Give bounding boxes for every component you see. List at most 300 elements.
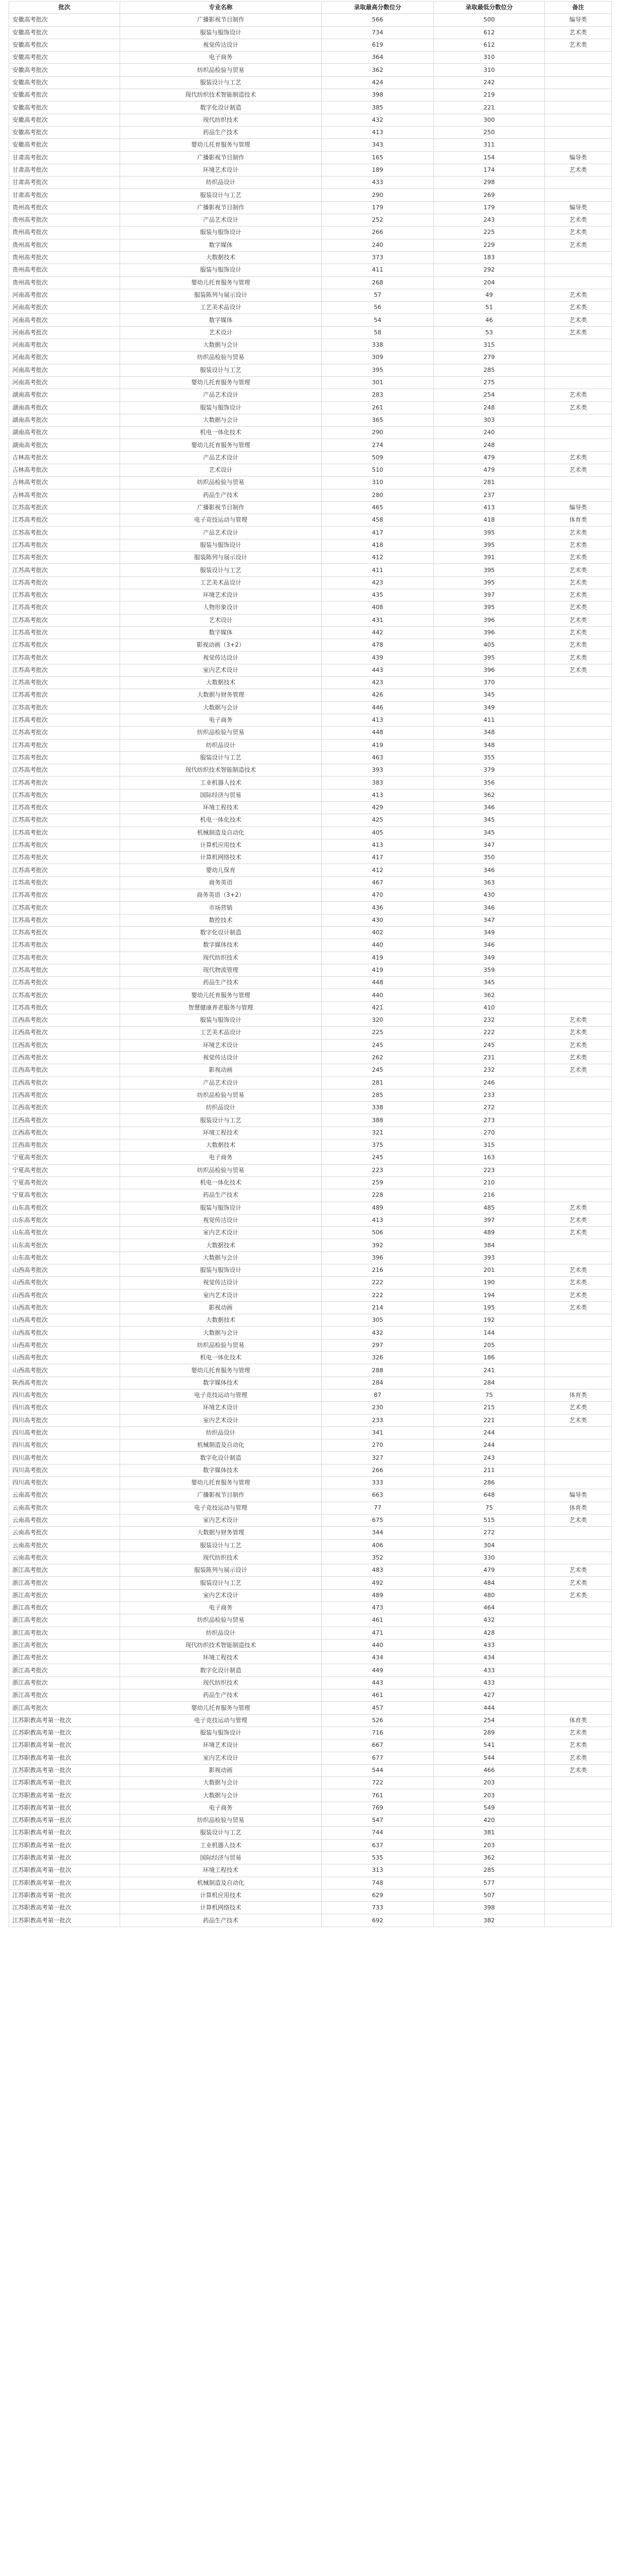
note-cell [545, 352, 612, 364]
note-cell [545, 101, 612, 114]
min-score-cell: 232 [434, 1064, 545, 1077]
batch-cell: 河南高考批次 [9, 352, 120, 364]
table-row [9, 1689, 612, 1702]
major-cell: 数字化设计制造 [120, 1664, 322, 1677]
batch-cell: 云南高考批次 [9, 1489, 120, 1502]
major-cell: 药品生产技术 [120, 1914, 322, 1927]
note-cell: 艺术类 [545, 164, 612, 176]
header-note: 备注 [545, 2, 612, 14]
min-score-cell: 285 [434, 364, 545, 376]
min-score-cell: 232 [434, 1014, 545, 1027]
note-cell [545, 114, 612, 126]
batch-cell: 江西高考批次 [9, 1051, 120, 1064]
major-cell: 电子竞技运动与管理 [120, 1714, 322, 1726]
max-score-cell: 284 [322, 1377, 434, 1389]
table-row [9, 564, 612, 576]
max-score-cell: 411 [322, 564, 434, 576]
max-score-cell: 327 [322, 1452, 434, 1464]
note-cell [545, 1114, 612, 1126]
table-row [9, 1814, 612, 1827]
max-score-cell: 436 [322, 902, 434, 914]
batch-cell: 江苏高考批次 [9, 751, 120, 764]
min-score-cell: 396 [434, 626, 545, 639]
major-cell: 婴幼儿托育服务与管理 [120, 376, 322, 389]
table-row [9, 1702, 612, 1714]
major-cell: 服装设计与工艺 [120, 364, 322, 376]
batch-cell: 江苏高考批次 [9, 814, 120, 826]
batch-cell: 江苏职教高考第一批次 [9, 1814, 120, 1827]
min-score-cell: 362 [434, 989, 545, 1001]
table-row [9, 1139, 612, 1152]
table-row [9, 1851, 612, 1864]
min-score-cell: 222 [434, 1027, 545, 1039]
table-row [9, 364, 612, 376]
major-cell: 纺织品检验与贸易 [120, 1814, 322, 1827]
batch-cell: 四川高考批次 [9, 1389, 120, 1401]
max-score-cell: 262 [322, 1051, 434, 1064]
batch-cell: 江苏职教高考第一批次 [9, 1827, 120, 1839]
batch-cell: 河南高考批次 [9, 326, 120, 339]
batch-cell: 浙江高考批次 [9, 1664, 120, 1677]
batch-cell: 江西高考批次 [9, 1089, 120, 1101]
batch-cell: 湖南高考批次 [9, 439, 120, 451]
min-score-cell: 245 [434, 1039, 545, 1051]
table-row [9, 964, 612, 976]
table-row [9, 1051, 612, 1064]
max-score-cell: 419 [322, 739, 434, 751]
note-cell [545, 1126, 612, 1139]
batch-cell: 江苏高考批次 [9, 589, 120, 601]
batch-cell: 山西高考批次 [9, 1277, 120, 1289]
batch-cell: 浙江高考批次 [9, 1577, 120, 1589]
note-cell [545, 1477, 612, 1489]
major-cell: 计算机应用技术 [120, 839, 322, 851]
min-score-cell: 395 [434, 564, 545, 576]
table-row [9, 1327, 612, 1339]
note-cell: 编导类 [545, 201, 612, 214]
min-score-cell: 420 [434, 1814, 545, 1827]
min-score-cell: 397 [434, 1214, 545, 1226]
min-score-cell: 544 [434, 1752, 545, 1764]
table-row [9, 1414, 612, 1426]
major-cell: 广播影视节目制作 [120, 501, 322, 514]
note-cell [545, 1527, 612, 1539]
note-cell: 艺术类 [545, 239, 612, 251]
major-cell: 计算机网络技术 [120, 852, 322, 864]
note-cell [545, 1176, 612, 1189]
min-score-cell: 289 [434, 1726, 545, 1739]
major-cell: 机电一体化技术 [120, 814, 322, 826]
min-score-cell: 243 [434, 214, 545, 226]
table-row [9, 764, 612, 777]
table-row [9, 576, 612, 589]
batch-cell: 江苏职教高考第一批次 [9, 1764, 120, 1776]
note-cell [545, 1602, 612, 1614]
note-cell [545, 926, 612, 939]
table-row [9, 1001, 612, 1014]
max-score-cell: 56 [322, 302, 434, 314]
batch-cell: 浙江高考批次 [9, 1614, 120, 1627]
table-row [9, 926, 612, 939]
batch-cell: 湖南高考批次 [9, 414, 120, 426]
note-cell [545, 1252, 612, 1264]
batch-cell: 江苏职教高考第一批次 [9, 1789, 120, 1802]
major-cell: 纺织品设计 [120, 1426, 322, 1439]
min-score-cell: 549 [434, 1802, 545, 1814]
min-score-cell: 310 [434, 64, 545, 76]
min-score-cell: 248 [434, 401, 545, 414]
major-cell: 大数据与会计 [120, 1327, 322, 1339]
note-cell: 体育类 [545, 1389, 612, 1401]
max-score-cell: 761 [322, 1789, 434, 1802]
note-cell [545, 764, 612, 777]
min-score-cell: 395 [434, 652, 545, 664]
max-score-cell: 245 [322, 1064, 434, 1077]
table-row [9, 1252, 612, 1264]
max-score-cell: 419 [322, 952, 434, 964]
batch-cell: 江苏高考批次 [9, 526, 120, 539]
batch-cell: 浙江高考批次 [9, 1602, 120, 1614]
min-score-cell: 480 [434, 1589, 545, 1601]
note-cell [545, 1377, 612, 1389]
header-batch: 批次 [9, 2, 120, 14]
major-cell: 服装设计与工艺 [120, 1539, 322, 1552]
max-score-cell: 406 [322, 1539, 434, 1552]
note-cell: 艺术类 [545, 39, 612, 51]
note-cell: 艺术类 [545, 326, 612, 339]
major-cell: 婴幼儿托育服务与管理 [120, 439, 322, 451]
major-cell: 服装与服饰设计 [120, 264, 322, 276]
batch-cell: 江苏高考批次 [9, 652, 120, 664]
batch-cell: 江苏高考批次 [9, 701, 120, 714]
note-cell [545, 689, 612, 701]
min-score-cell: 154 [434, 151, 545, 164]
note-cell [545, 1889, 612, 1901]
batch-cell: 江苏高考批次 [9, 852, 120, 864]
note-cell [545, 777, 612, 789]
max-score-cell: 461 [322, 1614, 434, 1627]
min-score-cell: 428 [434, 1627, 545, 1639]
table-row [9, 977, 612, 989]
major-cell: 纺织品检验与贸易 [120, 352, 322, 364]
note-cell: 艺术类 [545, 1202, 612, 1214]
min-score-cell: 75 [434, 1389, 545, 1401]
max-score-cell: 411 [322, 264, 434, 276]
batch-cell: 江苏高考批次 [9, 826, 120, 839]
batch-cell: 湖南高考批次 [9, 401, 120, 414]
table-row [9, 1627, 612, 1639]
min-score-cell: 427 [434, 1689, 545, 1702]
table-row [9, 1176, 612, 1189]
min-score-cell: 248 [434, 439, 545, 451]
batch-cell: 河南高考批次 [9, 376, 120, 389]
max-score-cell: 429 [322, 802, 434, 814]
note-cell: 艺术类 [545, 214, 612, 226]
max-score-cell: 733 [322, 1902, 434, 1914]
major-cell: 婴幼儿托育服务与管理 [120, 1477, 322, 1489]
note-cell [545, 1839, 612, 1851]
max-score-cell: 385 [322, 101, 434, 114]
max-score-cell: 268 [322, 276, 434, 289]
min-score-cell: 479 [434, 451, 545, 464]
min-score-cell: 285 [434, 1864, 545, 1877]
batch-cell: 山西高考批次 [9, 1289, 120, 1301]
min-score-cell: 221 [434, 1414, 545, 1426]
note-cell [545, 814, 612, 826]
max-score-cell: 362 [322, 64, 434, 76]
min-score-cell: 221 [434, 101, 545, 114]
max-score-cell: 395 [322, 364, 434, 376]
min-score-cell: 541 [434, 1739, 545, 1752]
table-row [9, 302, 612, 314]
max-score-cell: 87 [322, 1389, 434, 1401]
header-min-score: 录取最低分数位分 [434, 2, 545, 14]
note-cell [545, 1814, 612, 1827]
max-score-cell: 418 [322, 539, 434, 551]
note-cell: 艺术类 [545, 1589, 612, 1601]
max-score-cell: 421 [322, 1001, 434, 1014]
major-cell: 服装与服饰设计 [120, 539, 322, 551]
batch-cell: 宁夏高考批次 [9, 1152, 120, 1164]
note-cell [545, 414, 612, 426]
major-cell: 大数据技术 [120, 1139, 322, 1152]
min-score-cell: 349 [434, 926, 545, 939]
min-score-cell: 210 [434, 1176, 545, 1189]
table-row [9, 727, 612, 739]
table-row [9, 802, 612, 814]
max-score-cell: 233 [322, 1414, 434, 1426]
major-cell: 婴幼儿托育服务与管理 [120, 276, 322, 289]
min-score-cell: 479 [434, 464, 545, 476]
note-cell: 艺术类 [545, 576, 612, 589]
table-row [9, 701, 612, 714]
batch-cell: 安徽高考批次 [9, 64, 120, 76]
max-score-cell: 489 [322, 1589, 434, 1601]
note-cell [545, 1077, 612, 1089]
batch-cell: 云南高考批次 [9, 1514, 120, 1526]
table-row [9, 1277, 612, 1289]
batch-cell: 江苏高考批次 [9, 626, 120, 639]
major-cell: 服装设计与工艺 [120, 189, 322, 201]
max-score-cell: 290 [322, 189, 434, 201]
note-cell [545, 264, 612, 276]
table-row [9, 239, 612, 251]
note-cell: 艺术类 [545, 526, 612, 539]
table-row [9, 864, 612, 876]
max-score-cell: 448 [322, 977, 434, 989]
min-score-cell: 223 [434, 1164, 545, 1176]
major-cell: 数字化设计制造 [120, 101, 322, 114]
min-score-cell: 485 [434, 1202, 545, 1214]
min-score-cell: 225 [434, 226, 545, 239]
min-score-cell: 270 [434, 1126, 545, 1139]
batch-cell: 贵州高考批次 [9, 276, 120, 289]
note-cell [545, 1089, 612, 1101]
max-score-cell: 442 [322, 626, 434, 639]
max-score-cell: 54 [322, 314, 434, 326]
major-cell: 数字媒体 [120, 239, 322, 251]
note-cell: 艺术类 [545, 389, 612, 401]
major-cell: 机电一体化技术 [120, 1352, 322, 1364]
batch-cell: 江苏高考批次 [9, 764, 120, 777]
table-row [9, 1677, 612, 1689]
table-row [9, 1777, 612, 1789]
max-score-cell: 393 [322, 764, 434, 777]
min-score-cell: 349 [434, 701, 545, 714]
table-row [9, 1352, 612, 1364]
max-score-cell: 338 [322, 1102, 434, 1114]
major-cell: 视觉传达设计 [120, 652, 322, 664]
max-score-cell: 313 [322, 1864, 434, 1877]
batch-cell: 甘肃高考批次 [9, 177, 120, 189]
header-max-score: 录取最高分数位分 [322, 2, 434, 14]
max-score-cell: 288 [322, 1364, 434, 1377]
min-score-cell: 348 [434, 739, 545, 751]
major-cell: 电子商务 [120, 1802, 322, 1814]
max-score-cell: 425 [322, 814, 434, 826]
note-cell: 艺术类 [545, 1064, 612, 1077]
min-score-cell: 395 [434, 602, 545, 614]
note-cell [545, 1877, 612, 1889]
table-row [9, 1439, 612, 1452]
table-row [9, 902, 612, 914]
table-row [9, 451, 612, 464]
note-cell: 体育类 [545, 1714, 612, 1726]
table-row [9, 376, 612, 389]
major-cell: 大数据与会计 [120, 1789, 322, 1802]
max-score-cell: 667 [322, 1739, 434, 1752]
min-score-cell: 203 [434, 1789, 545, 1802]
min-score-cell: 298 [434, 177, 545, 189]
major-cell: 电子商务 [120, 1152, 322, 1164]
table-row [9, 789, 612, 801]
major-cell: 纺织品检验与贸易 [120, 64, 322, 76]
max-score-cell: 225 [322, 1027, 434, 1039]
max-score-cell: 352 [322, 1552, 434, 1564]
note-cell [545, 889, 612, 902]
table-row [9, 1289, 612, 1301]
note-cell: 体育类 [545, 1502, 612, 1514]
min-score-cell: 273 [434, 1114, 545, 1126]
min-score-cell: 237 [434, 489, 545, 501]
min-score-cell: 379 [434, 764, 545, 777]
table-row [9, 1827, 612, 1839]
note-cell [545, 1614, 612, 1627]
max-score-cell: 57 [322, 289, 434, 301]
max-score-cell: 434 [322, 1652, 434, 1664]
table-row [9, 339, 612, 352]
min-score-cell: 303 [434, 414, 545, 426]
batch-cell: 江苏高考批次 [9, 777, 120, 789]
max-score-cell: 449 [322, 1664, 434, 1677]
note-cell [545, 1464, 612, 1476]
max-score-cell: 423 [322, 677, 434, 689]
table-row [9, 614, 612, 626]
note-cell: 体育类 [545, 514, 612, 526]
note-cell: 艺术类 [545, 1227, 612, 1239]
major-cell: 室内艺术设计 [120, 1414, 322, 1426]
major-cell: 婴幼儿保育 [120, 864, 322, 876]
major-cell: 环境工程技术 [120, 1864, 322, 1877]
min-score-cell: 194 [434, 1289, 545, 1301]
major-cell: 广播影视节目制作 [120, 151, 322, 164]
major-cell: 服装与服饰设计 [120, 1014, 322, 1027]
min-score-cell: 484 [434, 1577, 545, 1589]
batch-cell: 贵州高考批次 [9, 264, 120, 276]
max-score-cell: 165 [322, 151, 434, 164]
min-score-cell: 281 [434, 477, 545, 489]
batch-cell: 山西高考批次 [9, 1264, 120, 1276]
min-score-cell: 272 [434, 1102, 545, 1114]
major-cell: 大数据与财务管理 [120, 1527, 322, 1539]
note-cell: 艺术类 [545, 26, 612, 39]
table-row [9, 164, 612, 176]
major-cell: 药品生产技术 [120, 1189, 322, 1202]
batch-cell: 山西高考批次 [9, 1314, 120, 1327]
min-score-cell: 311 [434, 139, 545, 151]
major-cell: 视觉传达设计 [120, 1051, 322, 1064]
major-cell: 视觉传达设计 [120, 39, 322, 51]
min-score-cell: 346 [434, 802, 545, 814]
max-score-cell: 405 [322, 826, 434, 839]
table-row [9, 1564, 612, 1577]
major-cell: 纺织品检验与贸易 [120, 727, 322, 739]
table-row [9, 939, 612, 952]
table-row [9, 1739, 612, 1752]
major-cell: 产品艺术设计 [120, 1077, 322, 1089]
batch-cell: 江苏高考批次 [9, 964, 120, 976]
max-score-cell: 544 [322, 1764, 434, 1776]
batch-cell: 江苏高考批次 [9, 539, 120, 551]
batch-cell: 江苏职教高考第一批次 [9, 1914, 120, 1927]
major-cell: 商务英语 [120, 876, 322, 889]
batch-cell: 江西高考批次 [9, 1077, 120, 1089]
batch-cell: 江苏高考批次 [9, 501, 120, 514]
major-cell: 现代纺织技术 [120, 1677, 322, 1689]
major-cell: 产品艺术设计 [120, 214, 322, 226]
max-score-cell: 506 [322, 1227, 434, 1239]
table-row [9, 589, 612, 601]
table-row [9, 539, 612, 551]
min-score-cell: 410 [434, 1001, 545, 1014]
batch-cell: 山东高考批次 [9, 1227, 120, 1239]
batch-cell: 安徽高考批次 [9, 114, 120, 126]
major-cell: 环境工程技术 [120, 1652, 322, 1664]
major-cell: 服装与服饰设计 [120, 1202, 322, 1214]
major-cell: 机械制造及自动化 [120, 826, 322, 839]
max-score-cell: 637 [322, 1839, 434, 1851]
major-cell: 工艺美术品设计 [120, 576, 322, 589]
min-score-cell: 195 [434, 1301, 545, 1314]
note-cell [545, 1677, 612, 1689]
note-cell: 艺术类 [545, 1301, 612, 1314]
major-cell: 现代纺织技术智能制造技术 [120, 764, 322, 777]
admission-score-sheet [9, 1, 611, 1927]
major-cell: 纺织品检验与贸易 [120, 1164, 322, 1176]
table-row [9, 1389, 612, 1401]
max-score-cell: 326 [322, 1352, 434, 1364]
min-score-cell: 356 [434, 777, 545, 789]
major-cell: 环境艺术设计 [120, 589, 322, 601]
min-score-cell: 381 [434, 1827, 545, 1839]
batch-cell: 四川高考批次 [9, 1426, 120, 1439]
table-row [9, 1089, 612, 1101]
major-cell: 婴幼儿托育服务与管理 [120, 1702, 322, 1714]
min-score-cell: 275 [434, 376, 545, 389]
batch-cell: 安徽高考批次 [9, 139, 120, 151]
batch-cell: 湖南高考批次 [9, 427, 120, 439]
table-row [9, 151, 612, 164]
